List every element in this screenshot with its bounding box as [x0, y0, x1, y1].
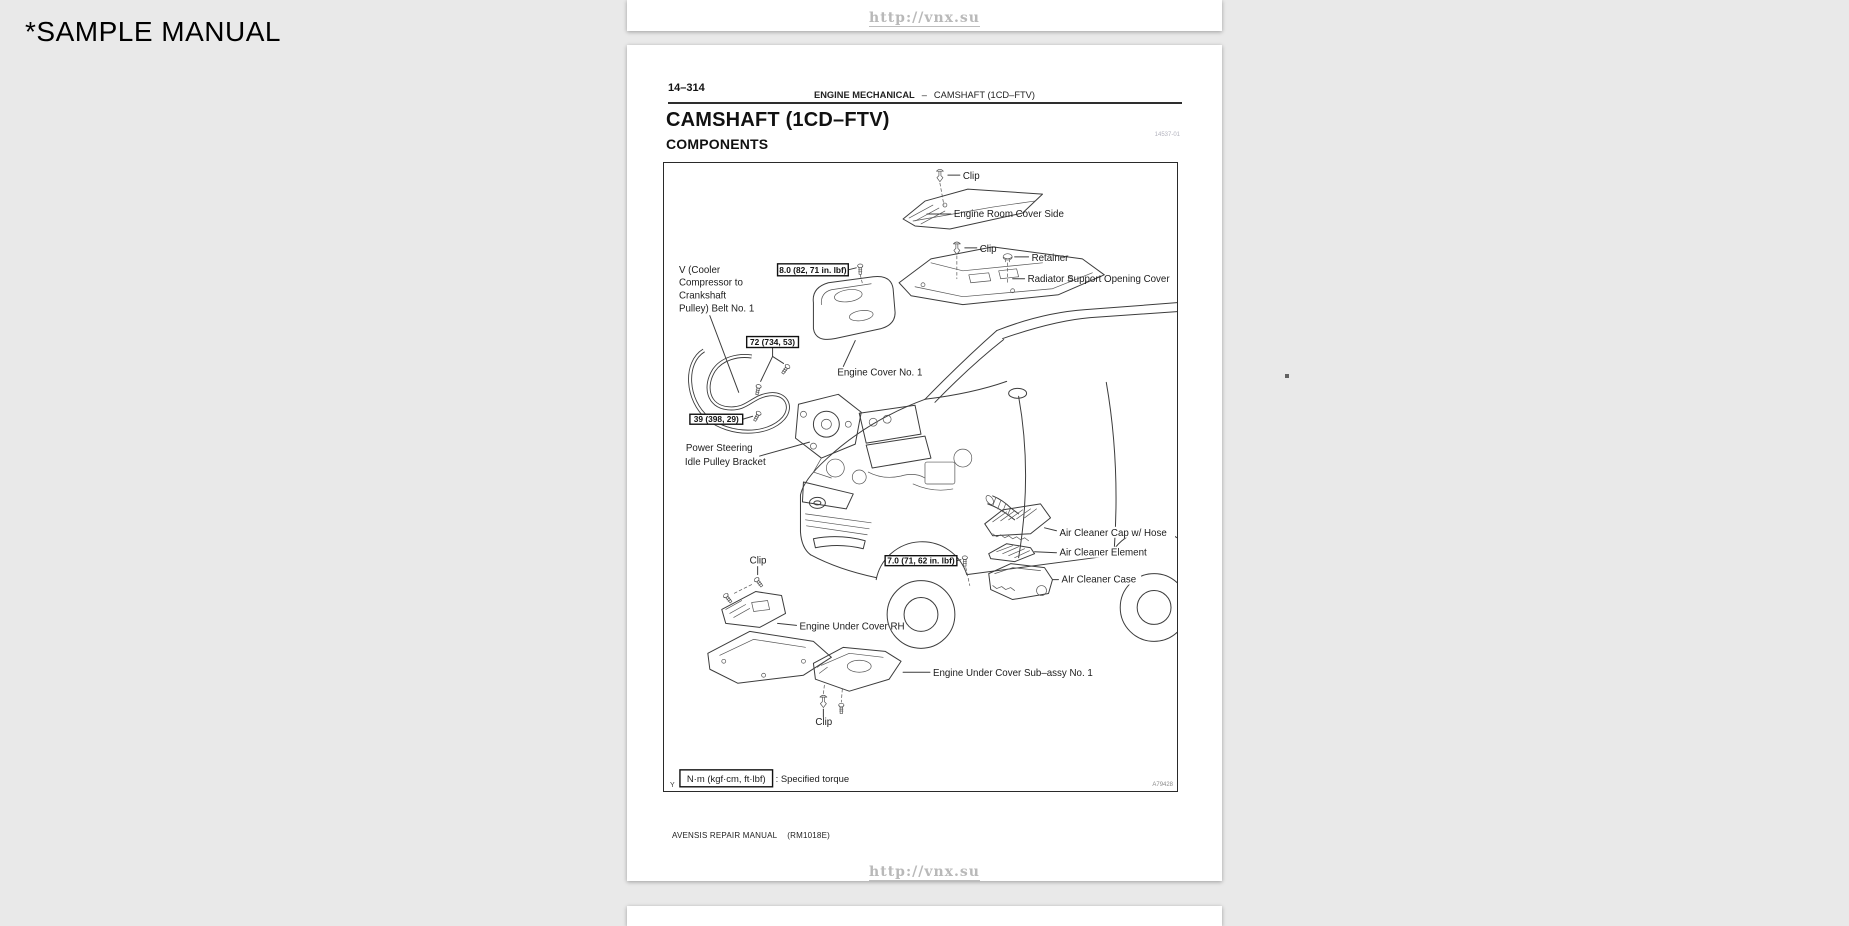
watermark-main: http://vnx.su — [869, 864, 980, 880]
label-clip-left: Clip — [749, 555, 767, 567]
label-air-cleaner-element: Air Cleaner Element — [1059, 547, 1147, 559]
watermark-top: http://vnx.su — [869, 10, 980, 26]
scan-artifact-speck — [1285, 374, 1289, 378]
engine-bay-drawing — [852, 405, 972, 490]
label-engine-room-cover-side: Engine Room Cover Side — [953, 209, 1064, 221]
running-header-section: ENGINE MECHANICAL — [814, 90, 915, 100]
torque-39nm: 39 (398, 29) — [693, 414, 739, 425]
label-power-steering-line2: Idle Pulley Bracket — [684, 457, 766, 469]
corner-mark: Y — [669, 781, 675, 789]
part-labels — [679, 171, 1175, 728]
legend-suffix-text: : Specified torque — [775, 773, 850, 785]
torque-8nm: 8.0 (82, 71 in. lbf) — [779, 264, 847, 275]
footer-manual-name: AVENSIS REPAIR MANUAL — [672, 831, 778, 840]
label-power-steering-line1: Power Steering — [685, 443, 753, 455]
car-body-drawing — [800, 303, 1177, 649]
running-header — [627, 90, 1222, 100]
label-clip-bottom: Clip — [815, 717, 833, 729]
torque-72nm: 72 (734, 53) — [750, 337, 796, 348]
figure-code: A79428 — [1152, 781, 1174, 788]
engine-cover-no1-drawing — [813, 264, 895, 366]
air-cleaner-drawing — [957, 494, 1059, 599]
sample-manual-label: *SAMPLE MANUAL — [25, 16, 281, 47]
next-page-edge — [627, 906, 1222, 926]
legend-boxed-text: N·m (kgf·cm, ft·lbf) — [686, 773, 766, 785]
header-rule — [668, 102, 1182, 104]
label-belt-line1: V (Cooler — [678, 264, 721, 276]
label-retainer: Retainer — [1031, 252, 1069, 264]
page-subtitle: COMPONENTS — [666, 136, 769, 152]
label-belt-line3: Crankshaft — [678, 290, 727, 302]
page-number: 14–314 — [668, 82, 705, 94]
label-engine-under-cover-rh: Engine Under Cover RH — [799, 621, 905, 633]
label-engine-under-cover-subassy: Engine Under Cover Sub–assy No. 1 — [932, 668, 1093, 680]
torque-7nm: 7.0 (71, 62 in. lbf) — [887, 555, 955, 566]
label-clip-top: Clip — [962, 171, 980, 183]
label-air-cleaner-case: AIr Cleaner Case — [1061, 574, 1137, 586]
label-air-cleaner-cap: Air Cleaner Cap w/ Hose — [1059, 527, 1167, 539]
label-belt-line4: Pulley) Belt No. 1 — [678, 303, 755, 315]
running-header-topic: CAMSHAFT (1CD–FTV) — [933, 90, 1035, 100]
label-belt-line2: Compressor to — [678, 277, 743, 289]
label-engine-cover-no1: Engine Cover No. 1 — [837, 367, 923, 379]
label-clip-mid: Clip — [979, 243, 997, 255]
label-radiator-support-opening-cover: Radiator Support Opening Cover — [1027, 273, 1170, 285]
components-figure — [663, 162, 1178, 792]
running-header-separator: – — [921, 90, 927, 100]
page-footer — [672, 831, 830, 840]
page-title: CAMSHAFT (1CD–FTV) — [666, 109, 890, 131]
doc-code: 14537-01 — [1154, 132, 1180, 138]
exploded-view-diagram — [664, 163, 1177, 791]
footer-manual-code: (RM1018E) — [787, 831, 830, 840]
manual-page — [627, 45, 1222, 881]
torque-legend — [670, 770, 1174, 789]
previous-page-edge — [627, 0, 1222, 31]
